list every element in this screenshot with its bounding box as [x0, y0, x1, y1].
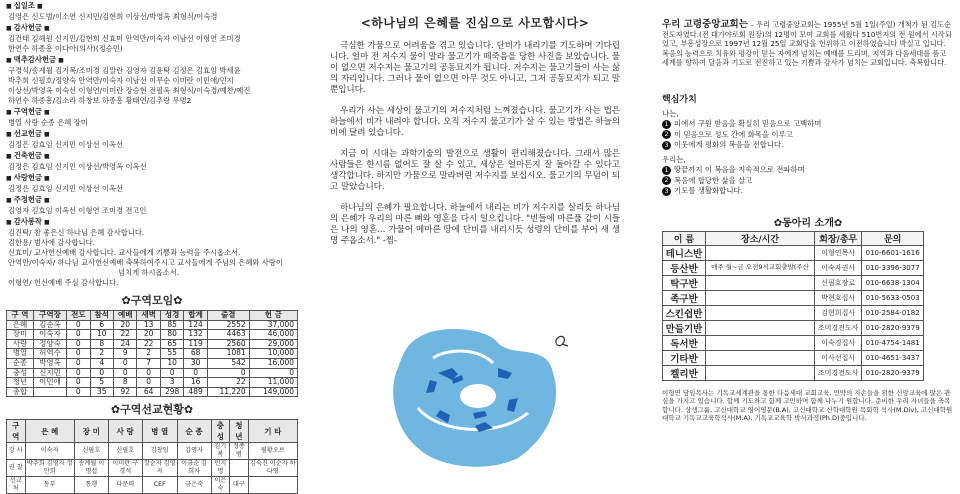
attendance-cell: 542	[207, 358, 249, 368]
clubs-column-header: 회장/총무	[815, 231, 862, 245]
clubs-cell	[705, 350, 814, 365]
offering-names: 안역만/이숙자/ 하나님 교사헌신예배 축복하여주시고 교사들에게 주님의 은혜와 사랑이	[8, 258, 283, 267]
clubs-cell: 김현희집사	[815, 305, 862, 320]
clubs-row	[663, 365, 924, 380]
attendance-cell: 정양숙	[33, 339, 66, 349]
attendance-cell: 10,000	[249, 349, 297, 359]
mission-cell: 이미란 구경석	[108, 460, 142, 477]
core-value-text: 이웃에게 평화의 복음을 전합니다.	[674, 140, 784, 149]
article-title: <하나님의 은혜를 진심으로 사모합시다>	[360, 16, 590, 30]
attendance-row	[7, 358, 298, 368]
offering-names: 김정은 김효임 신지민 이상선 이옥선	[8, 140, 124, 149]
mission-row	[7, 443, 298, 460]
attendance-cell: 298	[160, 387, 183, 397]
attendance-cell: 11,220	[207, 387, 249, 397]
attendance-cell: 0	[67, 368, 90, 378]
clubs-cell	[705, 290, 814, 305]
offering-heading: ■ 십일조 ■	[6, 1, 298, 12]
attendance-cell: 65	[160, 339, 183, 349]
attendance-cell: 2	[137, 349, 160, 359]
core-value-item	[662, 140, 954, 151]
clubs-cell: 기타반	[663, 350, 706, 365]
clubs-cell: 매주 월~금 오전9시교회출발(주산	[705, 260, 814, 275]
attendance-cell: 2560	[207, 339, 249, 349]
offering-names: 박추희 신필호/정양숙 안역만/이숙자 이남선 이무순 이미란 이민애/민지	[8, 76, 234, 85]
clubs-cell	[705, 245, 814, 260]
attendance-cell: 2	[90, 349, 113, 359]
mission-table	[6, 419, 298, 494]
attendance-cell: 64	[137, 387, 160, 397]
core-value-item	[662, 130, 954, 141]
attendance-cell: 92	[114, 387, 137, 397]
right-column	[662, 0, 954, 487]
attendance-cell: 박영옥	[33, 358, 66, 368]
clubs-cell: 이숙경집사	[815, 335, 862, 350]
offering-names: 김정은 김효임 신지민 이상선 이옥선	[8, 184, 124, 193]
attendance-cell: 149,000	[249, 387, 297, 397]
offering-heading: ■ 건축헌금 ■	[6, 151, 298, 162]
offering-names: 김건태 김해원 신지민/김현희 신효미 안역만/이숙자 이남선 이형연 조미경	[8, 34, 241, 43]
offering-names: 신효미/ 교사헌신예배 감사합니다. 교사들에게 기쁨과 능력을 주시옵소서.	[8, 248, 241, 257]
core-value-item	[662, 176, 954, 187]
mission-cell: 김숙진 이순자 하다영	[249, 460, 296, 476]
attendance-cell: 489	[184, 387, 207, 397]
clubs-cell: 010-4651-3437	[862, 350, 924, 365]
attendance-cell: 총합	[7, 387, 34, 397]
attendance-cell: 0	[67, 378, 90, 388]
attendance-cell: 0	[137, 368, 160, 378]
attendance-cell: 0	[67, 387, 90, 397]
clubs-cell	[705, 305, 814, 320]
mission-cell: 장순자 김영자	[143, 460, 176, 476]
number-badge-icon: 2	[662, 130, 671, 139]
clubs-row	[663, 350, 924, 365]
attendance-cell: 이민애	[33, 378, 66, 388]
attendance-cell: 0	[67, 339, 90, 349]
attendance-cell: 29,000	[249, 339, 297, 349]
attendance-cell: 사랑	[7, 339, 34, 349]
attendance-cell: 0	[67, 358, 90, 368]
core-value-item	[662, 165, 954, 176]
attendance-cell: 24	[114, 339, 137, 349]
core-value-item	[662, 119, 954, 130]
offering-names: 김정은 김효임 신지민 이상선/박영옥 이옥선	[8, 162, 147, 171]
bird-doodle	[556, 336, 568, 346]
mission-column-header: 병 열	[142, 420, 177, 443]
clubs-cell: 010-4754-1481	[862, 335, 924, 350]
attendance-cell: 55	[160, 349, 183, 359]
attendance-cell: 35	[90, 387, 113, 397]
attendance-cell: 4	[90, 358, 113, 368]
attendance-cell: 0	[90, 368, 113, 378]
attendance-cell: 119	[184, 339, 207, 349]
clubs-cell: 010-3396-3077	[862, 260, 924, 275]
clubs-cell: 스킨쉽반	[663, 305, 706, 320]
clubs-title: ✿동아리 소개✿	[773, 217, 843, 229]
clubs-row	[663, 245, 924, 260]
clubs-cell: 탁구반	[663, 275, 706, 290]
offering-names: 넘치게 하시옵소서.	[118, 268, 180, 277]
church-intro	[662, 20, 954, 68]
clubs-cell	[705, 275, 814, 290]
offering-heading: ■ 주정헌금 ■	[6, 195, 298, 206]
attendance-cell: 3	[160, 378, 183, 388]
attendance-cell: 순종	[7, 358, 34, 368]
mission-cell: 필황오브	[248, 443, 297, 460]
mission-column-header: 청 년	[230, 420, 249, 443]
mission-cell: 권 찰	[7, 460, 26, 477]
offering-heading: ■ 맥추감사헌금 ■	[6, 55, 298, 66]
clubs-cell: 조미경전도사	[815, 365, 862, 380]
attendance-cell: 8	[90, 339, 113, 349]
attendance-column-header: 전도	[67, 311, 90, 321]
offering-heading: ■ 구역헌금 ■	[6, 107, 298, 118]
attendance-table	[6, 310, 298, 397]
attendance-cell: 16,000	[249, 358, 297, 368]
attendance-cell: 0	[137, 378, 160, 388]
clubs-row	[663, 275, 924, 290]
mission-column-header: 충 성	[211, 420, 230, 443]
attendance-cell: 22	[114, 330, 137, 340]
attendance-row	[7, 387, 298, 397]
core-value-text: 기도를 생활화합니다.	[674, 186, 743, 195]
clubs-row	[663, 290, 924, 305]
left-column	[6, 0, 298, 493]
core-value-text: 복음에 합당한 삶을 살고	[674, 175, 753, 185]
mission-cell: 박추희 김영자 정안희	[26, 460, 73, 476]
mission-row	[7, 460, 298, 477]
clubs-cell: 조미경전도사	[815, 320, 862, 335]
clubs-row	[663, 335, 924, 350]
attendance-row	[7, 378, 298, 388]
mission-cell	[248, 477, 297, 494]
mission-cell: 신필호	[74, 443, 108, 460]
attendance-cell: 132	[184, 330, 207, 340]
mission-column-header: 구 역	[7, 420, 26, 443]
attendance-cell: 장미	[7, 330, 34, 340]
attendance-column-header: 구역장	[33, 311, 66, 321]
attendance-cell: 0	[184, 368, 207, 378]
core-values-lead-1: 나는,	[662, 108, 679, 118]
mission-cell: 이금순 김희자	[177, 460, 211, 477]
core-value-item	[662, 186, 954, 197]
clubs-cell: 010-5633-0503	[862, 290, 924, 305]
clubs-cell	[705, 320, 814, 335]
clubs-cell: 족구반	[663, 290, 706, 305]
attendance-cell: 1081	[207, 349, 249, 359]
offering-names: 이상선/박영옥 이숙선 이형연/이미란 장승현 전필옥 최형식/이숙경/예찬/예진	[8, 86, 251, 95]
attendance-cell: 김순옥	[33, 320, 66, 330]
attendance-cell: 신지민	[33, 368, 66, 378]
article-paragraph: 지금 이 시대는 과학기술의 발전으로 생활이 편리해졌습니다. 그래서 많은 사람들은 한시름 없어도 잘 살 수 있고, 세상은 얼마든지 잘 돌아갈 수 있다고 생각합니다. 하지만 가뭄으로 말라버린 저수지를 보십시오. 물고기의 무덤이 되고 말았습니다.	[330, 149, 620, 192]
attendance-cell: 11,000	[249, 378, 297, 388]
clubs-column-header: 장소/시간	[705, 231, 814, 245]
mission-column-header: 기 타	[248, 420, 297, 443]
offering-names: 김한용/ 범사에 감사합니다.	[8, 238, 95, 247]
offering-names: 하연수 하종흥/김소라 하창보 하종흥 황태연/김추랑 무명2	[8, 96, 192, 105]
number-badge-icon: 1	[662, 166, 671, 175]
clubs-cell: 이숙자권사	[815, 260, 862, 275]
core-values-lead-2: 우리는,	[662, 154, 686, 164]
clubs-cell: 이사선집사	[815, 350, 862, 365]
clubs-cell: 010-2584-0182	[862, 305, 924, 320]
attendance-cell: 8	[114, 378, 137, 388]
attendance-column-header: 참석	[90, 311, 113, 321]
attendance-cell: 0	[207, 368, 249, 378]
mission-cell: 김영자	[177, 443, 211, 460]
mission-cell: CEF	[142, 477, 177, 494]
clubs-cell: 010-2820-9379	[862, 365, 924, 380]
mission-cell: 이은숙	[211, 477, 230, 494]
mission-cell: 선교처	[7, 477, 26, 494]
mission-cell: 김기복	[211, 443, 230, 460]
center-column	[330, 0, 620, 487]
attendance-header-row	[7, 311, 298, 321]
clubs-header-row	[663, 231, 924, 245]
offering-names: 김영자 김효임 이옥선 이형연 조미경 전고인	[8, 206, 147, 215]
mission-cell: 김창임	[142, 443, 177, 460]
core-values	[662, 109, 954, 197]
attendance-cell: 30	[184, 358, 207, 368]
offering-heading: ■ 선교헌금 ■	[6, 129, 298, 140]
core-value-text: 피에서 구원 받음을 확실히 믿음으로 고백하며	[674, 119, 822, 128]
mission-cell	[230, 460, 249, 477]
offering-names: 한연수 하종흥 이다아(의사)(정승민)	[8, 44, 123, 53]
clubs-table	[662, 231, 924, 381]
article-body	[330, 41, 620, 247]
offering-heading: ■ 감사헌금 ■	[6, 23, 298, 34]
attendance-cell: 10	[90, 330, 113, 340]
clubs-cell	[705, 365, 814, 380]
attendance-cell: 0	[67, 320, 90, 330]
article-paragraph: 우리가 사는 세상이 물고기의 저수지처럼 느껴졌습니다. 물고기가 사는 법은 하늘에서 비가 내려야 합니다. 오직 저수지 물고기가 살 수 있는 방법은 하늘의 비에 달려 있습니다.	[330, 106, 620, 138]
clubs-cell: 켈리반	[663, 365, 706, 380]
clubs-column-header: 문의	[862, 231, 924, 245]
clubs-cell: 010-2820-9379	[862, 320, 924, 335]
attendance-cell: 5	[90, 378, 113, 388]
attendance-cell: 7	[137, 358, 160, 368]
mission-cell: 신필호	[108, 443, 142, 460]
mission-cell: 대구	[230, 477, 249, 494]
mission-cell: 강 사	[7, 443, 26, 460]
attendance-column-header: 새벽	[137, 311, 160, 321]
attendance-cell: 병열	[7, 349, 34, 359]
clubs-row	[663, 260, 924, 275]
article-paragraph: 극심한 가뭄으로 어려움을 겪고 있습니다. 단비가 내리기를 기도하며 기다립니다. 얼마 전 저수지 물이 말라 물고기가 떼죽음을 당한 사진을 보았습니다. 물이 없으면 저수지는 물고기의 공동묘지가 됩니다. 저수지는 물고기들이 사는 삶의 자리입니다. 그러나 물이 없으면 아무 것도 아니고, 그저 공동묘지가 되고 말 뿐입니다.	[330, 41, 620, 95]
attendance-column-header: 성경	[160, 311, 183, 321]
number-badge-icon: 1	[662, 120, 671, 129]
mission-cell: 통행	[74, 477, 108, 494]
attendance-cell: 80	[160, 330, 183, 340]
attendance-cell: 0	[249, 368, 297, 378]
number-badge-icon: 3	[662, 187, 671, 196]
attendance-cell: 68	[184, 349, 207, 359]
attendance-cell: 22	[137, 339, 160, 349]
number-badge-icon: 2	[662, 176, 671, 185]
clubs-row	[663, 320, 924, 335]
mission-cell: 다문력	[108, 477, 142, 494]
attendance-column-header: 구 역	[7, 311, 34, 321]
attendance-cell: 0	[67, 349, 90, 359]
mission-cell: 민지명	[211, 460, 230, 477]
clubs-cell	[705, 335, 814, 350]
attendance-cell: 20	[137, 330, 160, 340]
clubs-cell: 만들기반	[663, 320, 706, 335]
mission-title: ✿구역선교현황✿	[110, 403, 194, 417]
attendance-cell: 10	[160, 358, 183, 368]
attendance-cell: 124	[184, 320, 207, 330]
attendance-cell: 20	[114, 320, 137, 330]
attendance-cell: 22	[207, 378, 249, 388]
article-paragraph: 하나님의 은혜가 필요합니다. 하늘에서 내리는 비가 저수지를 살리듯 하나님의 은혜가 우리의 마른 뼈와 영혼을 다시 일으킵니다. "빈들에 마른풀 같이 시들은 나의 영혼… 가물어 메마른 땅에 단비를 내리시듯 성령의 단비를 부어 새 생명 주옵소서." -찜-	[330, 203, 620, 246]
clubs-cell: 010-6601-1616	[862, 245, 924, 260]
attendance-cell: 이숙자	[33, 330, 66, 340]
attendance-cell: 85	[160, 320, 183, 330]
attendance-cell: 16	[184, 378, 207, 388]
attendance-cell: 청년	[7, 378, 34, 388]
offering-heading: ■ 사랑헌금 ■	[6, 173, 298, 184]
attendance-cell: 46,000	[249, 330, 297, 340]
offering-names: 구경석/송계월 김기복/조미경 김말란 김영자 김윤탁 김정은 김효임 박세윤	[8, 66, 241, 75]
attendance-cell: 0	[114, 358, 137, 368]
attendance-cell: 은혜	[7, 320, 34, 330]
church-intro-lead: 우리 고령중앙교회는	[662, 19, 748, 30]
attendance-cell: 허역수	[33, 349, 66, 359]
offering-names: 이형연/ 헌신예배 주심 감사합니다.	[8, 278, 119, 287]
attendance-cell: 0	[67, 330, 90, 340]
mission-cell: 동부	[25, 477, 74, 494]
mission-header-row	[7, 420, 298, 443]
mission-row	[7, 477, 298, 494]
attendance-column-header: 헌 금	[249, 311, 297, 321]
mission-column-header: 장 미	[74, 420, 108, 443]
attendance-cell: 37,000	[249, 320, 297, 330]
mission-column-header: 사 랑	[108, 420, 142, 443]
mission-cell: 정종범	[230, 443, 249, 460]
offering-names: 병열 사랑 순종 은혜 장미	[8, 118, 88, 127]
clubs-cell: 신필호장로	[815, 275, 862, 290]
offering-heading: ■ 감사봉작 ■	[6, 217, 298, 228]
number-badge-icon: 3	[662, 141, 671, 150]
mission-cell: 이숙자	[25, 443, 74, 460]
clubs-cell: 박현호집사	[815, 290, 862, 305]
attendance-cell: 6	[90, 320, 113, 330]
attendance-cell: 9	[114, 349, 137, 359]
attendance-column-header: 출결	[207, 311, 249, 321]
mission-column-header: 순 종	[177, 420, 211, 443]
clubs-row	[663, 305, 924, 320]
attendance-cell: 충성	[7, 368, 34, 378]
attendance-column-header: 예배	[114, 311, 137, 321]
attendance-title: ✿구역모임✿	[121, 294, 183, 307]
offering-list	[6, 1, 298, 288]
attendance-column-header: 합계	[184, 311, 207, 321]
clubs-cell: 010-6638-1304	[862, 275, 924, 290]
clubs-cell: 독서반	[663, 335, 706, 350]
attendance-row	[7, 330, 298, 340]
pastor-note: 이형연 담임목사는 기독교세계관을 통한 다음세대 교회교육, 언약의 자손들을 위한 신앙교육에 많은 관심을 가지고 있습니다. 합께 기도하고 함께 고민하며 함께 나누기 원합니다. 준비한 우리 자녀들을 축복합니다. 상생그룹, 고신대학교 영어영문(B.A), 고신대학교 신학대학원 목회학 석사(M.Div), 고신대학원대학교 기독교교육학석사(M.A), 기독교교육학 박사과정(Ph.D)중입니다.	[662, 388, 953, 422]
water-center	[460, 384, 496, 408]
mission-column-header: 은 혜	[25, 420, 74, 443]
clubs-column-header: 이 름	[663, 231, 706, 245]
offering-names: 김진탁/ 참 좋은신 하나님 은혜 감사합니다.	[8, 228, 145, 237]
clubs-cell: 이형연목사	[815, 245, 862, 260]
attendance-cell: 4463	[207, 330, 249, 340]
attendance-cell: 13	[137, 320, 160, 330]
offering-names: 김영은 신도범/이소연 신지민/김현희 이상선/박영옥 최형식/이숙경	[8, 12, 218, 21]
mission-cell: 송계월 이명섭	[74, 460, 108, 477]
mission-cell: 금은숙	[177, 477, 211, 494]
attendance-cell: 0	[160, 368, 183, 378]
clubs-cell: 테니스반	[663, 245, 706, 260]
fish-water-illustration	[378, 318, 578, 473]
church-intro-text: – 우리 고령중앙교회는 1955년 5월 1일(주일) 개척가 된 김도순전도자였다.(전 대가야로회 원장)의 12명이 모여 교회를 세웠다 510번지의 전 원에서 시작되었고, 부흥성장으로 1997년 12월 25일 교회당을 헌위하고 이전하였습니다 박실고 입니다. 복음의 능력으로 치유와 평강이 믿는 자에게 넘치는 예배를 드리며, 지역과 다음세대를 품고 세계를 향하여 달음과 기도로 전진하고 있는 기쁨과 감사가 넘치는 교회입니다. 축복합니다.	[662, 20, 952, 67]
core-value-text: 땅끝까지 이 복음을 지속적으로 전파하며	[674, 165, 805, 174]
core-value-text: 이 믿음으로 성도 간에 화목을 이루고	[674, 129, 793, 139]
clubs-cell: 등산반	[663, 260, 706, 275]
core-values-title: 핵심가치	[662, 94, 697, 105]
attendance-cell	[33, 387, 66, 397]
attendance-cell: 2552	[207, 320, 249, 330]
attendance-cell: 0	[114, 368, 137, 378]
